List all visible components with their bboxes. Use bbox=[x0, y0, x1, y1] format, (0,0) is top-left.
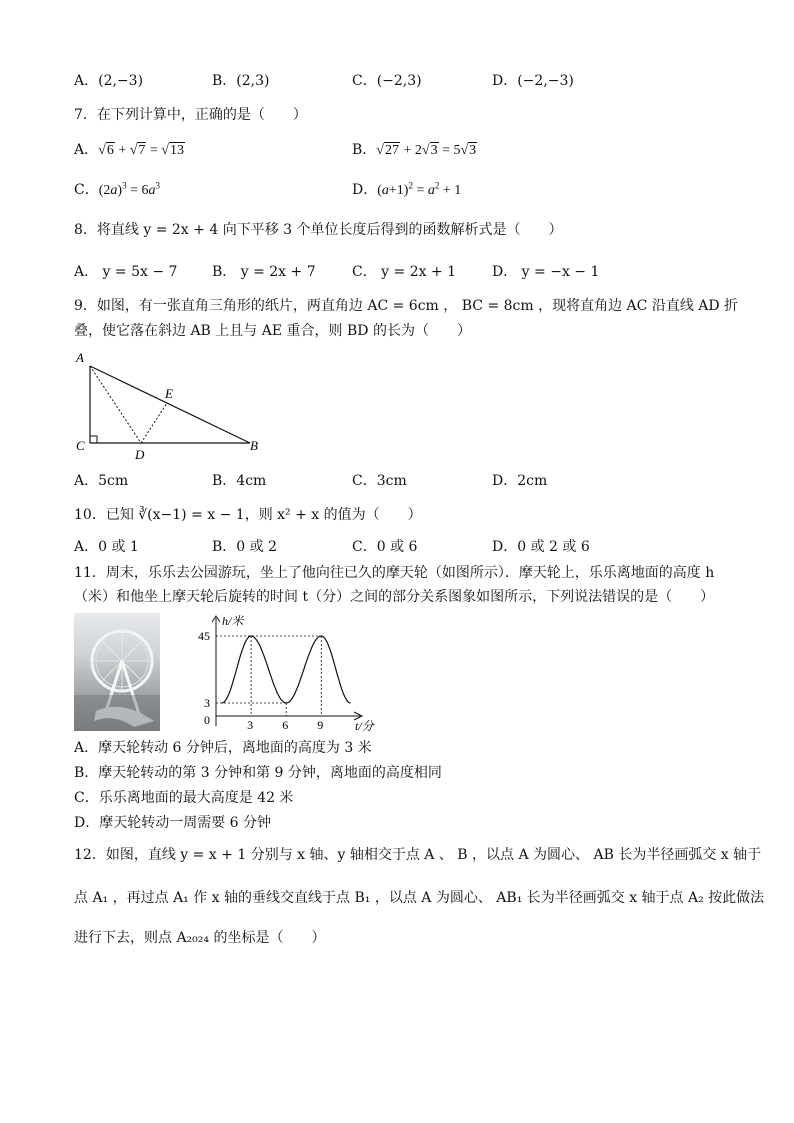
x-axis-label: t/分 bbox=[355, 719, 374, 733]
q10-stem: 10．已知 ∛(x−1) = x − 1，则 x² + x 的值为（ ） bbox=[74, 507, 422, 523]
q9-option-a: A．5cm bbox=[74, 473, 129, 489]
y-tick-label-3: 3 bbox=[204, 696, 210, 710]
label-a: A bbox=[76, 350, 84, 365]
q9-option-d: D．2cm bbox=[492, 473, 548, 489]
q11-option-c: C．乐乐离地面的最大高度是 42 米 bbox=[74, 790, 294, 806]
q7-option-b: B．√27 + 2√3 = 5√3 bbox=[352, 142, 477, 158]
right-angle-mark bbox=[90, 436, 97, 443]
q6-option-a: A．(2,−3) bbox=[74, 73, 144, 89]
q8-option-a: A． y = 5x − 7 bbox=[74, 264, 178, 280]
q8-option-b: B． y = 2x + 7 bbox=[212, 264, 316, 280]
q7-option-c: C．$(2a)^3 = 6a^3$ bbox=[74, 180, 160, 198]
x-tick-label-6: 6 bbox=[282, 718, 289, 732]
q10-option-c: C．0 或 6 bbox=[352, 539, 418, 555]
q11-option-b: B．摩天轮转动的第 3 分钟和第 9 分钟，离地面的高度相同 bbox=[74, 765, 442, 781]
ferris-wheel-photo bbox=[74, 613, 160, 731]
fold-line-ad bbox=[90, 366, 141, 443]
y-tick-label-45: 45 bbox=[198, 629, 210, 643]
label-d: D bbox=[135, 447, 145, 462]
y-tick-label-0: 0 bbox=[204, 713, 210, 727]
q10-option-a: A．0 或 1 bbox=[74, 539, 139, 555]
q8-option-d: D． y = −x − 1 bbox=[492, 264, 600, 280]
q7-stem: 7．在下列计算中，正确的是（ ） bbox=[74, 107, 307, 123]
q9-option-b: B．4cm bbox=[212, 473, 267, 489]
q12-line2: 点 A₁ ，再过点 A₁ 作 x 轴的垂线交直线于点 B₁ ，以点 A 为圆心、 AB₁ 长为半径画弧交 x 轴于点 A₂ 按此做法 bbox=[74, 890, 765, 906]
q9-stem-line2: 叠，使它落在斜边 AB 上且与 AE 重合，则 BD 的长为（ ） bbox=[74, 323, 471, 339]
q9-option-c: C．3cm bbox=[352, 473, 407, 489]
q7-option-d: D．$(a+1)^2 = a^2 + 1$ bbox=[352, 180, 462, 198]
q11-stem-line1: 11．周末，乐乐去公园游玩，坐上了他向往已久的摩天轮（如图所示）．摩天轮上，乐乐离地面的高度 h bbox=[74, 565, 715, 581]
q11-stem-line2: （米）和他坐上摩天轮后旋转的时间 t（分）之间的部分关系图象如图所示，下列说法错误的是（ ） bbox=[74, 589, 715, 605]
q8-option-c: C． y = 2x + 1 bbox=[352, 264, 457, 280]
q10-option-b: B．0 或 2 bbox=[212, 539, 278, 555]
side-ab bbox=[90, 366, 250, 443]
y-axis-label: h/米 bbox=[222, 614, 244, 628]
label-c: C bbox=[76, 438, 85, 453]
q12-line1: 12．如图，直线 y = x + 1 分别与 x 轴、y 轴相交于点 A 、 B ，以点 A 为圆心、 AB 长为半径画弧交 x 轴于 bbox=[74, 847, 762, 863]
label-b: B bbox=[250, 438, 258, 453]
q6-option-d: D．(−2,−3) bbox=[492, 73, 574, 89]
q7-option-a: A．√6 + √7 = √13 bbox=[74, 142, 184, 158]
q12-line3: 进行下去，则点 A₂₀₂₄ 的坐标是（ ） bbox=[74, 930, 326, 946]
q9-triangle-figure bbox=[72, 346, 272, 468]
height-curve bbox=[222, 636, 351, 703]
q10-option-d: D．0 或 2 或 6 bbox=[492, 539, 590, 555]
label-e: E bbox=[165, 386, 173, 401]
q11-option-a: A．摩天轮转动 6 分钟后，离地面的高度为 3 米 bbox=[74, 740, 372, 756]
q6-option-b: B．(2,3) bbox=[212, 73, 270, 89]
q11-height-chart bbox=[192, 612, 384, 740]
x-tick-label-3: 3 bbox=[247, 718, 254, 732]
q6-option-c: C．(−2,3) bbox=[352, 73, 422, 89]
q8-stem: 8．将直线 y = 2x + 4 向下平移 3 个单位长度后得到的函数解析式是（ ） bbox=[74, 222, 563, 238]
q9-stem-line1: 9．如图，有一张直角三角形的纸片，两直角边 AC = 6cm ， BC = 8cm ，现将直角边 AC 沿直线 AD 折 bbox=[74, 298, 739, 314]
x-tick-label-9: 9 bbox=[317, 718, 324, 732]
q11-option-d: D．摩天轮转动一周需要 6 分钟 bbox=[74, 815, 272, 831]
segment-de bbox=[141, 403, 167, 443]
